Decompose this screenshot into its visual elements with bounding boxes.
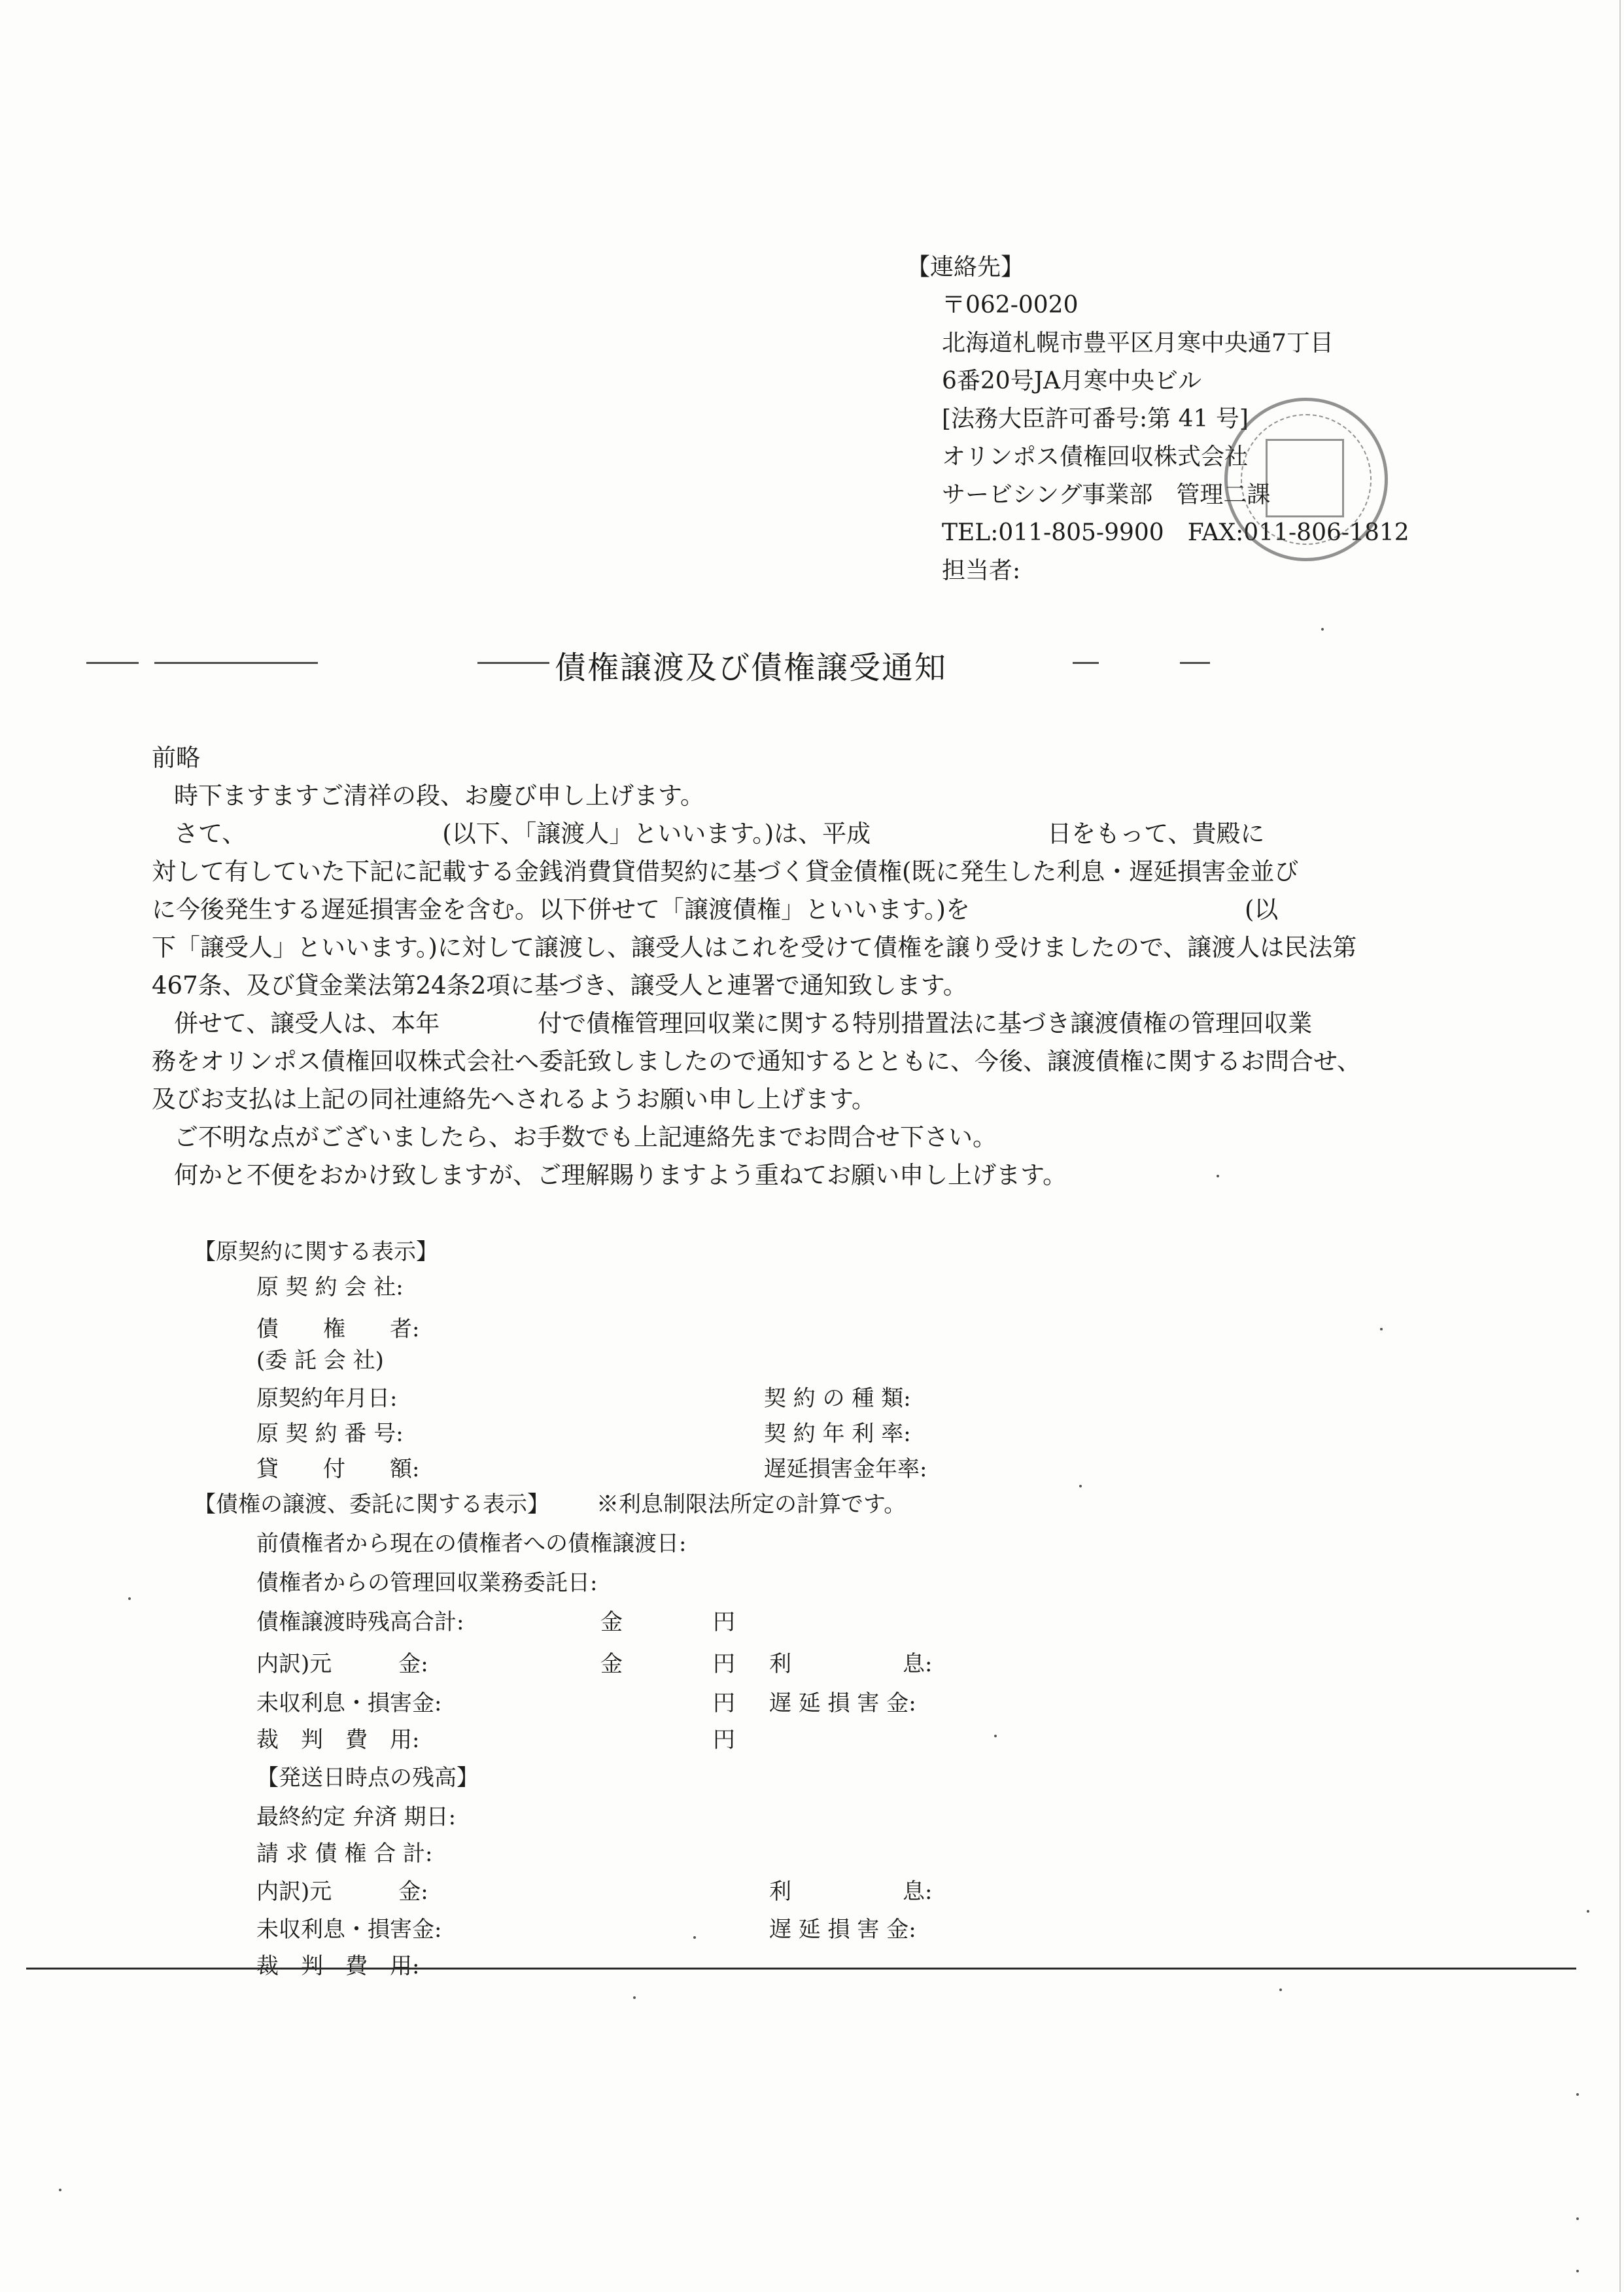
late-rate-label: 遅延損害金年率: bbox=[764, 1456, 927, 1482]
kin-mark: 金 bbox=[600, 1609, 623, 1635]
transfer-unpaid-label: 未収利息・損害金: bbox=[256, 1690, 442, 1716]
title-dash-left-3 bbox=[477, 662, 549, 664]
scan-speck bbox=[1279, 1988, 1282, 1991]
transfer-principal-label: 内訳)元 金: bbox=[256, 1651, 428, 1677]
contract-date-label: 原契約年月日: bbox=[256, 1385, 398, 1412]
body-line bbox=[152, 1005, 1421, 1043]
scan-speck bbox=[59, 2189, 61, 2191]
scan-speck bbox=[1217, 1175, 1219, 1177]
title-dash-right-1 bbox=[1073, 662, 1099, 664]
contact-address-line-2: 6番20号JA月寒中央ビル bbox=[942, 368, 1202, 394]
salutation: 前略 bbox=[152, 744, 200, 772]
transfer-late-fee-label: 遅 延 損 害 金: bbox=[769, 1690, 916, 1716]
scan-speck bbox=[693, 1936, 696, 1939]
creditor-label: 債 権 者: bbox=[256, 1316, 420, 1342]
body-line bbox=[152, 815, 1421, 853]
scan-speck bbox=[994, 1735, 997, 1737]
greeting: 時下ますますご清祥の段、お慶び申し上げます。 bbox=[174, 782, 705, 810]
body-text: に今後発生する遅延損害金を含む。以下併せて「譲渡債権」といいます。)を bbox=[152, 895, 970, 924]
body-line: 務をオリンポス債権回収株式会社へ委託致しましたので通知するとともに、今後、譲渡債権に関するお問合せ、 bbox=[152, 1047, 1361, 1075]
scan-speck bbox=[633, 1996, 636, 1999]
document-title: 債権譲渡及び債権譲受通知 bbox=[555, 650, 948, 686]
title-dash-left-1 bbox=[86, 662, 139, 664]
scan-speck bbox=[1321, 628, 1324, 631]
body-line: 対して有していた下記に記載する金銭消費貸借契約に基づく貸金債権(既に発生した利息・遅延損害金並び bbox=[152, 858, 1299, 886]
body-line: 467条、及び貸金業法第24条2項に基づき、譲受人と連署で通知致します。 bbox=[152, 971, 967, 999]
contract-type-label: 契 約 の 種 類: bbox=[764, 1385, 911, 1412]
title-dash-right-2 bbox=[1180, 662, 1210, 664]
body-line bbox=[152, 891, 1421, 929]
scan-speck bbox=[1587, 1910, 1589, 1913]
body-line: 及びお支払は上記の同社連絡先へされるようお願い申し上げます。 bbox=[152, 1085, 876, 1113]
scan-speck bbox=[1576, 2270, 1579, 2272]
bottom-rule bbox=[26, 1968, 1576, 1970]
scan-edge bbox=[1619, 0, 1621, 2292]
letter-body bbox=[152, 739, 1421, 1194]
loan-amount-label: 貸 付 額: bbox=[256, 1456, 420, 1482]
contact-heading: 【連絡先】 bbox=[907, 254, 1025, 281]
balance-late-fee-label: 遅 延 損 害 金: bbox=[769, 1917, 916, 1943]
original-contract-heading: 【原契約に関する表示】 bbox=[194, 1239, 438, 1265]
balance-unpaid-label: 未収利息・損害金: bbox=[256, 1917, 442, 1943]
contact-department: サービシング事業部 管理二課 bbox=[942, 481, 1271, 508]
original-company-label: 原 契 約 会 社: bbox=[256, 1274, 404, 1300]
yen-mark: 円 bbox=[713, 1727, 735, 1753]
contact-company: オリンポス債権回収株式会社 bbox=[942, 443, 1249, 470]
company-seal-stamp bbox=[1224, 398, 1388, 561]
consignor-label: (委 託 会 社) bbox=[256, 1347, 384, 1374]
transfer-court-fee-label: 裁 判 費 用: bbox=[256, 1727, 420, 1753]
consign-date-label: 債権者からの管理回収業務委託日: bbox=[256, 1570, 598, 1596]
contact-tel-fax: TEL:011-805-9900 FAX:011-806-1812 bbox=[942, 519, 1409, 546]
scan-speck bbox=[1079, 1485, 1082, 1487]
title-dash-left-2 bbox=[154, 662, 318, 664]
scan-speck bbox=[1576, 2093, 1579, 2096]
body-text: (以下、「譲渡人」といいます。)は、平成 bbox=[442, 820, 871, 848]
balance-court-fee-label: 裁 判 費 用: bbox=[256, 1953, 420, 1979]
yen-mark: 円 bbox=[713, 1651, 735, 1677]
balance-interest-label: 利 息: bbox=[769, 1879, 933, 1905]
transfer-interest-label: 利 息: bbox=[769, 1651, 933, 1677]
transfer-note: ※利息制限法所定の計算です。 bbox=[596, 1491, 907, 1518]
body-text: 日をもって、貴殿に bbox=[1047, 820, 1265, 848]
yen-mark: 円 bbox=[713, 1609, 735, 1635]
contact-person: 担当者: bbox=[942, 557, 1021, 584]
scan-speck bbox=[128, 1597, 131, 1600]
contact-license: [法務大臣許可番号:第 41 号] bbox=[942, 406, 1249, 432]
balance-heading: 【発送日時点の残高】 bbox=[256, 1765, 479, 1791]
scan-speck bbox=[1380, 1328, 1383, 1330]
body-line: ご不明な点がございましたら、お手数でも上記連絡先までお問合せ下さい。 bbox=[174, 1123, 997, 1151]
balance-principal-label: 内訳)元 金: bbox=[256, 1879, 428, 1905]
yen-mark: 円 bbox=[713, 1690, 735, 1716]
contact-address-line-1: 北海道札幌市豊平区月寒中央通7丁目 bbox=[942, 330, 1334, 356]
body-text: (以 bbox=[1244, 895, 1279, 924]
body-line: 下「譲受人」といいます。)に対して譲渡し、譲受人はこれを受けて債権を譲り受けましたので、譲渡人は民法第 bbox=[152, 933, 1357, 962]
kin-mark: 金 bbox=[600, 1651, 623, 1677]
claim-total-label: 請 求 債 権 合 計: bbox=[256, 1841, 433, 1867]
body-text: 付で債権管理回収業に関する特別措置法に基づき譲渡債権の管理回収業 bbox=[538, 1009, 1313, 1037]
body-line: 何かと不便をおかけ致しますが、ご理解賜りますよう重ねてお願い申し上げます。 bbox=[174, 1161, 1067, 1189]
last-due-date-label: 最終約定 弁済 期日: bbox=[256, 1804, 457, 1830]
scan-speck bbox=[1576, 2217, 1579, 2220]
annual-rate-label: 契 約 年 利 率: bbox=[764, 1421, 911, 1447]
contract-number-label: 原 契 約 番 号: bbox=[256, 1421, 404, 1447]
transfer-heading: 【債権の譲渡、委託に関する表示】 bbox=[194, 1491, 549, 1518]
transfer-date-label: 前債権者から現在の債権者への債権譲渡日: bbox=[256, 1531, 687, 1557]
balance-total-label: 債権譲渡時残高合計: bbox=[256, 1609, 464, 1635]
body-text: さて、 bbox=[174, 820, 247, 848]
contact-postal: 〒062-0020 bbox=[942, 292, 1079, 319]
body-text: 併せて、譲受人は、本年 bbox=[174, 1009, 440, 1037]
